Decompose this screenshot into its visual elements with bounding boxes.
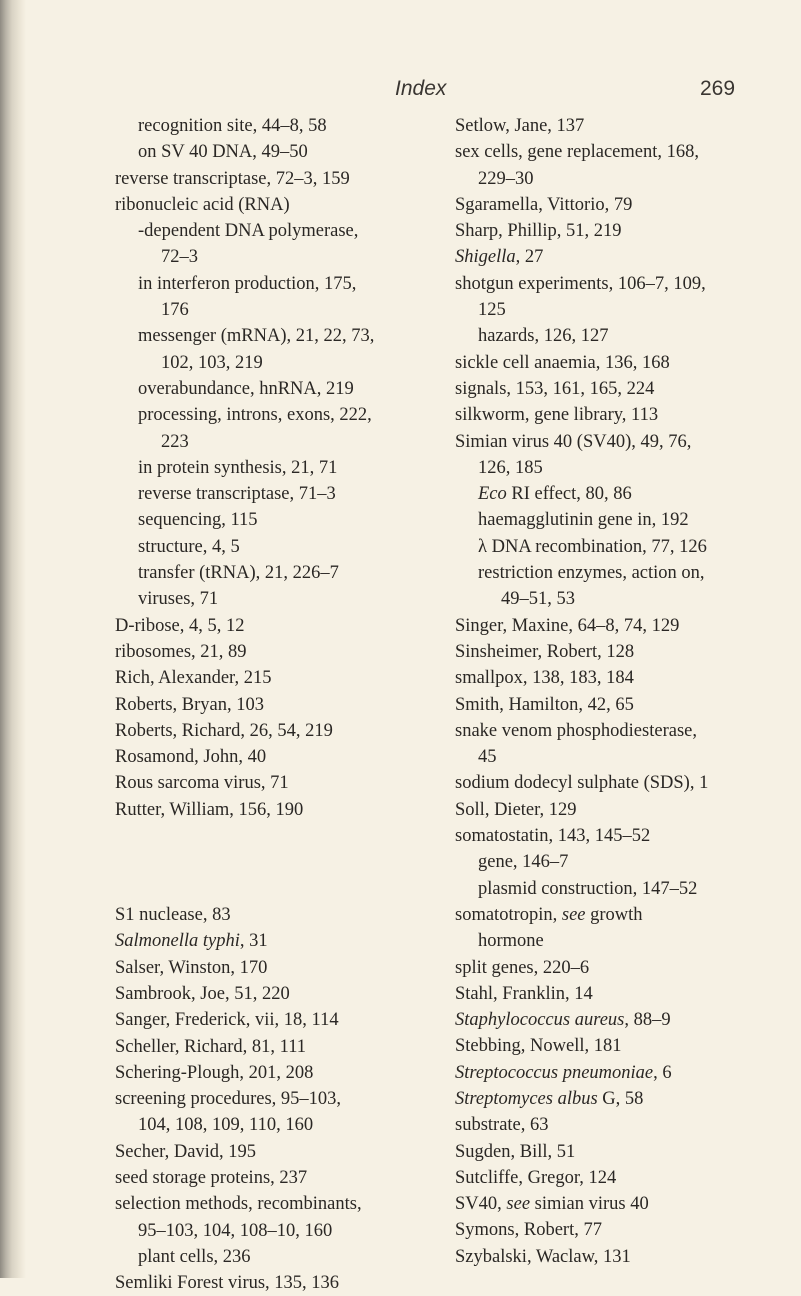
entry-text: haemagglutinin gene in, 192 <box>478 510 689 531</box>
index-subentry <box>455 849 801 875</box>
entry-text: Stebbing, Nowell, 181 <box>455 1036 622 1057</box>
entry-text: Staphylococcus aureus, 88–9 <box>455 1010 671 1031</box>
entry-text: Szybalski, Waclaw, 131 <box>455 1246 631 1267</box>
index-subentry <box>455 876 801 902</box>
page-header <box>0 77 801 107</box>
entry-text: Scheller, Richard, 81, 111 <box>115 1036 307 1057</box>
entry-text: in protein synthesis, 21, 71 <box>138 457 338 478</box>
index-subentry <box>455 507 801 533</box>
index-entry <box>115 1139 445 1165</box>
page-number: 269 <box>700 77 736 100</box>
entry-text: Symons, Robert, 77 <box>455 1220 602 1241</box>
index-entry <box>115 902 445 928</box>
index-entry <box>455 1060 801 1086</box>
index-subentry <box>115 402 445 455</box>
entry-text: overabundance, hnRNA, 219 <box>138 378 354 399</box>
index-subentry <box>115 271 445 324</box>
entry-continuation: hormone <box>478 931 544 952</box>
entry-text: Streptococcus pneumoniae, 6 <box>455 1062 672 1083</box>
index-entry <box>115 166 445 192</box>
index-entry <box>455 613 801 639</box>
index-entry <box>455 1191 801 1217</box>
entry-continuation: 176 <box>161 300 189 321</box>
entry-text: Schering-Plough, 201, 208 <box>115 1062 314 1083</box>
index-entry <box>455 981 801 1007</box>
index-entry <box>115 1007 445 1033</box>
entry-text: processing, introns, exons, 222, <box>138 405 372 426</box>
entry-text: screening procedures, 95–103, <box>115 1089 342 1110</box>
index-entry <box>455 376 801 402</box>
entry-text: structure, 4, 5 <box>138 536 240 557</box>
entry-text: silkworm, gene library, 113 <box>455 405 659 426</box>
entry-text: Sharp, Phillip, 51, 219 <box>455 221 622 242</box>
index-entry <box>455 1139 801 1165</box>
index-entry <box>455 1217 801 1243</box>
index-column-left <box>115 113 445 1296</box>
index-entry <box>115 1165 445 1191</box>
index-subentry <box>115 376 445 402</box>
entry-text: Setlow, Jane, 137 <box>455 116 585 136</box>
entry-text: shotgun experiments, 106–7, 109, <box>455 273 706 294</box>
index-subentry <box>115 507 445 533</box>
index-entry <box>455 665 801 691</box>
index-column-right <box>455 113 801 1270</box>
index-subentry <box>115 560 445 586</box>
entry-text: substrate, 63 <box>455 1115 549 1136</box>
entry-continuation: 102, 103, 219 <box>161 352 263 373</box>
entry-text: Salmonella typhi, 31 <box>115 931 268 952</box>
index-subentry <box>115 323 445 376</box>
index-entry <box>455 1033 801 1059</box>
entry-text: plant cells, 236 <box>138 1246 251 1267</box>
entry-text: Secher, David, 195 <box>115 1141 257 1162</box>
entry-continuation: 72–3 <box>161 247 198 268</box>
index-entry <box>455 218 801 244</box>
index-entry <box>115 744 445 770</box>
index-entry <box>115 1034 445 1060</box>
index-subentry <box>115 534 445 560</box>
index-entry <box>115 955 445 981</box>
entry-text: hazards, 126, 127 <box>478 326 609 347</box>
index-entry <box>455 113 801 139</box>
entry-text: in interferon production, 175, <box>138 273 357 294</box>
index-entry <box>455 1165 801 1191</box>
index-entry <box>115 981 445 1007</box>
entry-text: somatostatin, 143, 145–52 <box>455 826 651 847</box>
index-entry <box>115 718 445 744</box>
index-entry <box>455 902 801 955</box>
entry-text: S1 nuclease, 83 <box>115 905 231 926</box>
entry-text: Roberts, Bryan, 103 <box>115 694 265 715</box>
page-binding-shadow <box>0 0 26 1278</box>
index-entry <box>455 402 801 428</box>
index-entry <box>115 928 445 954</box>
entry-text: SV40, see simian virus 40 <box>455 1194 649 1215</box>
entry-continuation: 45 <box>478 747 497 768</box>
entry-text: gene, 146–7 <box>478 852 569 873</box>
entry-text: λ DNA recombination, 77, 126 <box>478 536 707 557</box>
entry-text: selection methods, recombinants, <box>115 1194 362 1215</box>
index-entry <box>455 718 801 771</box>
entry-continuation: 125 <box>478 300 506 321</box>
entry-text: on SV 40 DNA, 49–50 <box>138 142 308 163</box>
entry-continuation: 104, 108, 109, 110, 160 <box>138 1115 314 1136</box>
entry-text: recognition site, 44–8, 58 <box>138 116 327 136</box>
index-subentry <box>115 455 445 481</box>
index-subentry <box>115 113 445 139</box>
index-entry <box>115 665 445 691</box>
entry-text: reverse transcriptase, 72–3, 159 <box>115 168 350 189</box>
index-entry <box>115 1270 445 1296</box>
index-entry <box>115 1060 445 1086</box>
entry-text: transfer (tRNA), 21, 226–7 <box>138 563 339 584</box>
entry-text: Roberts, Richard, 26, 54, 219 <box>115 720 333 741</box>
entry-text: sodium dodecyl sulphate (SDS), 1 <box>455 773 709 794</box>
index-entry <box>455 271 801 324</box>
entry-text: -dependent DNA polymerase, <box>138 221 359 242</box>
index-subentry <box>455 534 801 560</box>
entry-text: sex cells, gene replacement, 168, <box>455 142 699 163</box>
index-entry <box>455 797 801 823</box>
index-entry <box>455 1086 801 1112</box>
index-entry <box>455 770 801 796</box>
index-entry <box>115 639 445 665</box>
index-entry <box>455 1244 801 1270</box>
entry-text: sickle cell anaemia, 136, 168 <box>455 352 670 373</box>
entry-continuation: 229–30 <box>478 168 534 189</box>
index-entry <box>115 1086 445 1139</box>
entry-text: D-ribose, 4, 5, 12 <box>115 615 245 636</box>
entry-text: Simian virus 40 (SV40), 49, 76, <box>455 431 692 452</box>
entry-text: restriction enzymes, action on, <box>478 563 705 584</box>
entry-text: Smith, Hamilton, 42, 65 <box>455 694 634 715</box>
index-entry <box>455 1007 801 1033</box>
entry-text: plasmid construction, 147–52 <box>478 878 698 899</box>
index-subentry <box>115 139 445 165</box>
entry-text: Singer, Maxine, 64–8, 74, 129 <box>455 615 680 636</box>
index-entry <box>455 955 801 981</box>
entry-text: snake venom phosphodiesterase, <box>455 720 697 741</box>
entry-text: Sinsheimer, Robert, 128 <box>455 641 635 662</box>
index-entry <box>455 823 801 849</box>
index-entry <box>115 1191 445 1244</box>
entry-text: Shigella, 27 <box>455 247 544 268</box>
index-entry <box>115 692 445 718</box>
entry-text: Rous sarcoma virus, 71 <box>115 773 289 794</box>
index-entry <box>455 639 801 665</box>
entry-continuation: 126, 185 <box>478 457 543 478</box>
index-entry <box>455 429 801 482</box>
index-entry <box>115 613 445 639</box>
index-entry <box>455 350 801 376</box>
entry-text: Stahl, Franklin, 14 <box>455 983 593 1004</box>
entry-text: Sambrook, Joe, 51, 220 <box>115 983 290 1004</box>
entry-text: Rosamond, John, 40 <box>115 747 267 768</box>
entry-text: ribonucleic acid (RNA) <box>115 194 290 215</box>
index-entry <box>115 192 445 218</box>
entry-text: Rich, Alexander, 215 <box>115 668 272 689</box>
entry-text: Sgaramella, Vittorio, 79 <box>455 194 633 215</box>
index-subentry <box>115 1244 445 1270</box>
index-subentry <box>115 586 445 612</box>
index-entry <box>455 1112 801 1138</box>
index-entry <box>455 139 801 192</box>
entry-text: Rutter, William, 156, 190 <box>115 799 304 820</box>
entry-text: Semliki Forest virus, 135, 136 <box>115 1273 340 1294</box>
index-entry <box>455 192 801 218</box>
index-subentry <box>115 481 445 507</box>
entry-continuation: 49–51, 53 <box>501 589 575 610</box>
entry-text: Sugden, Bill, 51 <box>455 1141 576 1162</box>
index-subentry <box>115 218 445 271</box>
entry-text: ribosomes, 21, 89 <box>115 641 247 662</box>
entry-text: split genes, 220–6 <box>455 957 590 978</box>
entry-text: Soll, Dieter, 129 <box>455 799 577 820</box>
entry-text: sequencing, 115 <box>138 510 258 531</box>
running-title: Index <box>395 77 447 100</box>
index-subentry <box>455 481 801 507</box>
entry-text: Eco RI effect, 80, 86 <box>478 484 632 505</box>
entry-text: somatotropin, see growth <box>455 904 643 925</box>
index-subentry <box>455 560 801 613</box>
entry-text: messenger (mRNA), 21, 22, 73, <box>138 326 375 347</box>
index-entry <box>115 797 445 823</box>
entry-continuation: 95–103, 104, 108–10, 160 <box>138 1220 333 1241</box>
entry-text: reverse transcriptase, 71–3 <box>138 484 336 505</box>
entry-text: Streptomyces albus G, 58 <box>455 1088 644 1109</box>
index-entry <box>455 692 801 718</box>
entry-text: signals, 153, 161, 165, 224 <box>455 378 655 399</box>
entry-text: seed storage proteins, 237 <box>115 1167 308 1188</box>
index-subentry <box>455 323 801 349</box>
entry-text: Sanger, Frederick, vii, 18, 114 <box>115 1010 339 1031</box>
entry-text: smallpox, 138, 183, 184 <box>455 668 634 689</box>
entry-continuation: 223 <box>161 431 189 452</box>
entry-text: Salser, Winston, 170 <box>115 957 268 978</box>
entry-text: Sutcliffe, Gregor, 124 <box>455 1167 617 1188</box>
entry-text: viruses, 71 <box>138 589 219 610</box>
index-entry <box>455 244 801 270</box>
index-entry <box>115 770 445 796</box>
